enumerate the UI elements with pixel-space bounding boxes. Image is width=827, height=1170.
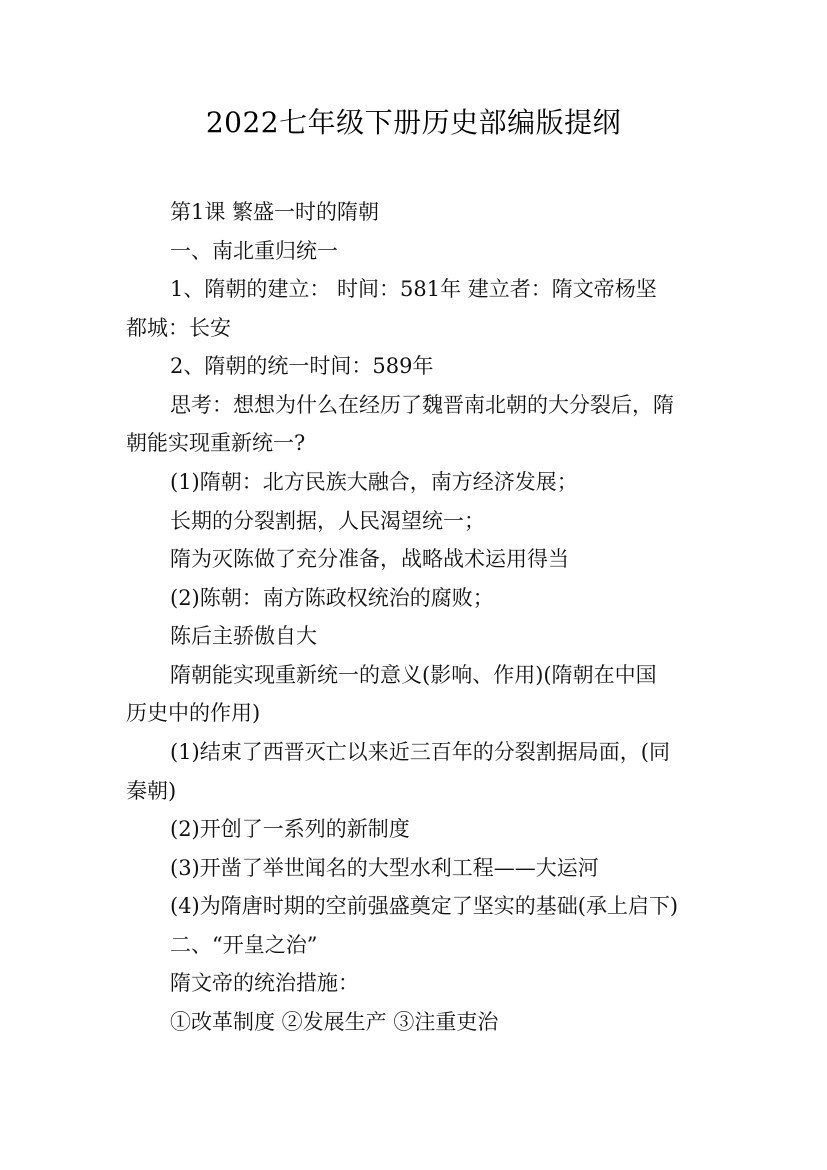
text-line: 朝能实现重新统一? <box>126 431 306 455</box>
text-line: (2)陈朝：南方陈政权统治的腐败； <box>170 586 494 610</box>
text-line: (1)隋朝：北方民族大融合，南方经济发展； <box>170 470 578 494</box>
section-heading-2: 二、“开皇之治” <box>170 933 318 957</box>
text-line: 隋文帝的统治措施： <box>170 971 359 995</box>
text-line: 秦朝) <box>126 779 177 803</box>
text-line: 思考：想想为什么在经历了魏晋南北朝的大分裂后，隋 <box>170 393 674 417</box>
text-line: (4)为隋唐时期的空前强盛奠定了坚实的基础(承上启下) <box>170 894 679 918</box>
text-line: 2、隋朝的统一时间：589年 <box>170 354 434 378</box>
text-line: (3)开凿了举世闻名的大型水利工程——大运河 <box>170 856 599 880</box>
text-line: 隋为灭陈做了充分准备，战略战术运用得当 <box>170 547 569 571</box>
text-line: 历史中的作用) <box>126 701 261 725</box>
text-line: 1、隋朝的建立： 时间：581年 建立者：隋文帝杨坚 <box>170 277 657 301</box>
text-line: 陈后主骄傲自大 <box>170 624 317 648</box>
section-heading-1: 一、南北重归统一 <box>170 239 338 263</box>
text-line: 都城：长安 <box>126 316 231 340</box>
text-line: (1)结束了西晋灭亡以来近三百年的分裂割据局面，(同 <box>170 740 670 764</box>
text-line: 长期的分裂割据，人民渴望统一； <box>170 509 485 533</box>
lesson-heading: 第1课 繁盛一时的隋朝 <box>170 200 380 224</box>
document-title: 2022七年级下册历史部编版提纲 <box>205 106 622 139</box>
text-line: 隋朝能实现重新统一的意义(影响、作用)(隋朝在中国 <box>170 663 657 687</box>
text-line: ①改革制度 ②发展生产 ③注重吏治 <box>170 1010 499 1034</box>
text-line: (2)开创了一系列的新制度 <box>170 817 410 841</box>
